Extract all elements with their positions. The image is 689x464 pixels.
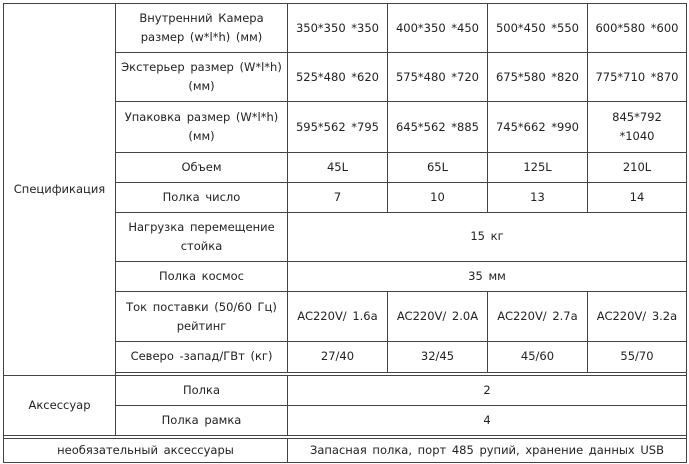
table-row <box>4 438 687 462</box>
table-cell: 845*792 *1040 <box>588 102 687 152</box>
table-cell: AC220V/ 2.7a <box>488 292 588 342</box>
table-cell: 210L <box>588 152 687 182</box>
table-cell: 645*562 *885 <box>388 102 488 152</box>
table-cell: 7 <box>288 182 388 212</box>
table-cell: Запасная полка, порт 485 рупий, хранение данных USB <box>288 438 687 462</box>
table-cell: 125L <box>488 152 588 182</box>
table-cell: 27/40 <box>288 342 388 372</box>
table-cell: 500*450 *550 <box>488 4 588 53</box>
table-cell: 350*350 *350 <box>288 4 388 53</box>
exterior-size-label: Экстерьер размер (W*l*h) (мм) <box>116 53 288 102</box>
section-spec-label: Спецификация <box>4 4 116 376</box>
package-size-label: Упаковка размер (W*l*h) (мм) <box>116 102 288 152</box>
table-cell: 45/60 <box>488 342 588 372</box>
table-cell: 745*662 *990 <box>488 102 588 152</box>
table-cell: 775*710 *870 <box>588 53 687 102</box>
section-accessory-label: Аксессуар <box>4 375 116 435</box>
table-cell: 675*580 *820 <box>488 53 588 102</box>
chamber-size-label: Внутренний Камера размер (w*l*h) (мм) <box>116 4 288 53</box>
table-cell: AC220V/ 1.6a <box>288 292 388 342</box>
power-label: Ток поставки (50/60 Гц) рейтинг <box>116 292 288 342</box>
weight-label: Северо -запад/ГВт (кг) <box>116 342 288 372</box>
table-cell: AC220V/ 2.0A <box>388 292 488 342</box>
optional-accessories-label: необязательный аксессуары <box>4 438 288 462</box>
acc-shelf-label: Полка <box>116 375 288 405</box>
table-row <box>4 375 687 405</box>
table-cell: 600*580 *600 <box>588 4 687 53</box>
table-cell: 4 <box>288 405 687 435</box>
load-label: Нагрузка перемещение стойка <box>116 212 288 261</box>
specification-table <box>3 3 687 463</box>
shelf-space-label: Полка космос <box>116 262 288 292</box>
table-cell: 55/70 <box>588 342 687 372</box>
table-cell: 65L <box>388 152 488 182</box>
acc-frame-label: Полка рамка <box>116 405 288 435</box>
table-cell: 45L <box>288 152 388 182</box>
table-cell: 15 кг <box>288 212 687 261</box>
table-cell: 35 мм <box>288 262 687 292</box>
volume-label: Объем <box>116 152 288 182</box>
table-cell: 595*562 *795 <box>288 102 388 152</box>
table-cell: 575*480 *720 <box>388 53 488 102</box>
table-cell: 525*480 *620 <box>288 53 388 102</box>
table-cell: 400*350 *450 <box>388 4 488 53</box>
table-cell: 32/45 <box>388 342 488 372</box>
table-cell: 10 <box>388 182 488 212</box>
table-row <box>4 4 687 53</box>
table-cell: 2 <box>288 375 687 405</box>
shelf-count-label: Полка число <box>116 182 288 212</box>
table-cell: AC220V/ 3.2a <box>588 292 687 342</box>
table-cell: 14 <box>588 182 687 212</box>
table-cell: 13 <box>488 182 588 212</box>
